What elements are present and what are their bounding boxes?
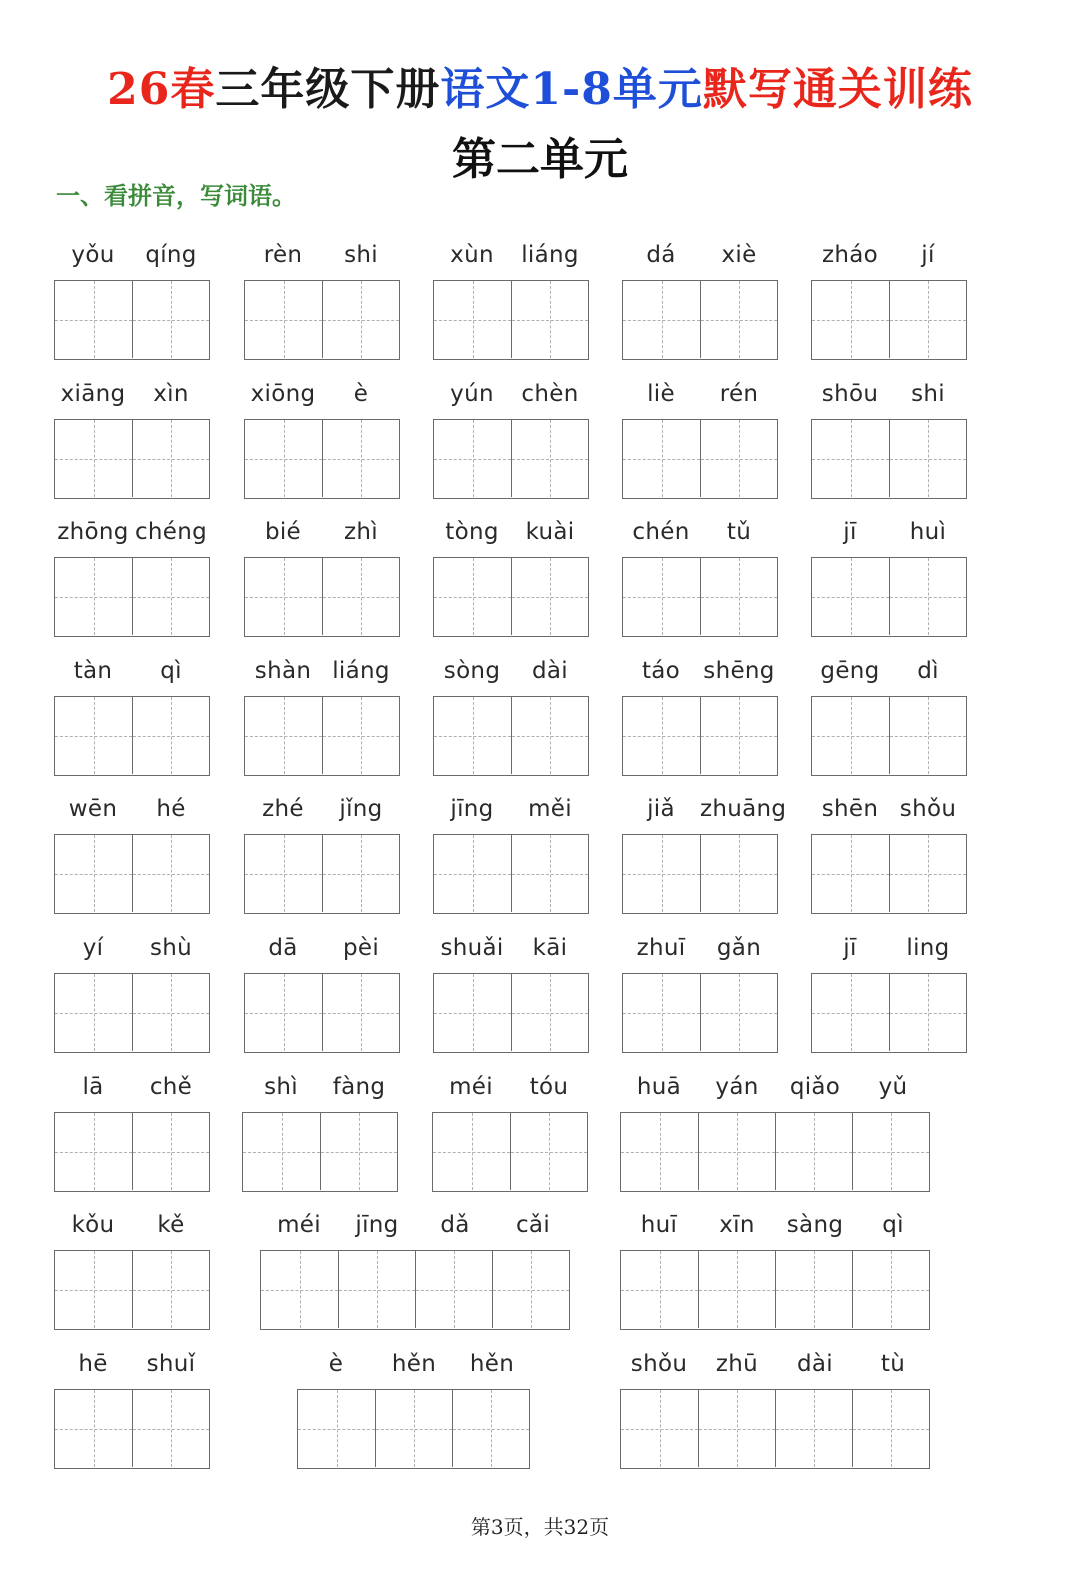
pinyin-syllable: kě — [157, 1212, 185, 1238]
title-segment: 三年级下册 — [215, 64, 441, 115]
writing-cell[interactable] — [623, 420, 700, 497]
pinyin-syllable: shēng — [703, 658, 775, 684]
writing-cell[interactable] — [132, 835, 209, 912]
pinyin-row — [433, 238, 589, 272]
pinyin-syllable: xiè — [721, 242, 757, 268]
writing-boxes — [244, 834, 400, 914]
pinyin-syllable: zhé — [262, 796, 304, 822]
pinyin-row — [811, 931, 967, 965]
pinyin-syllable: fàng — [332, 1074, 386, 1100]
writing-boxes — [622, 834, 778, 914]
writing-cell[interactable] — [889, 281, 966, 358]
pinyin-syllable: shēn — [821, 796, 879, 822]
writing-boxes — [244, 280, 400, 360]
pinyin-syllable: tù — [880, 1351, 906, 1377]
pinyin-row — [433, 654, 589, 688]
pinyin-row — [433, 792, 589, 826]
pinyin-row — [433, 377, 589, 411]
pinyin-syllable: zhì — [344, 519, 378, 545]
pinyin-syllable: méi — [449, 1074, 493, 1100]
pinyin-syllable: dì — [917, 658, 939, 684]
pinyin-row — [297, 1347, 531, 1381]
pinyin-syllable: qì — [160, 658, 182, 684]
pinyin-row — [811, 377, 967, 411]
pinyin-syllable: méi — [277, 1212, 321, 1238]
writing-boxes — [620, 1112, 930, 1192]
pinyin-syllable: jiǎ — [647, 796, 675, 822]
writing-boxes — [811, 419, 967, 499]
writing-cell[interactable] — [623, 974, 700, 1051]
pinyin-syllable: shì — [264, 1074, 298, 1100]
writing-cell[interactable] — [322, 697, 399, 774]
pinyin-syllable: qiǎo — [789, 1074, 841, 1100]
writing-cell[interactable] — [812, 420, 889, 497]
pinyin-syllable: ling — [906, 935, 950, 961]
writing-cell[interactable] — [889, 420, 966, 497]
writing-cell[interactable] — [511, 974, 588, 1051]
writing-cell[interactable] — [812, 835, 889, 912]
writing-boxes — [54, 696, 210, 776]
writing-cell[interactable] — [245, 281, 322, 358]
writing-cell[interactable] — [700, 974, 777, 1051]
pinyin-syllable: liè — [647, 381, 675, 407]
writing-cell[interactable] — [510, 1113, 587, 1190]
writing-boxes — [244, 419, 400, 499]
writing-cell[interactable] — [322, 558, 399, 635]
pinyin-syllable: xīn — [719, 1212, 755, 1238]
writing-cell[interactable] — [775, 1390, 852, 1467]
writing-boxes — [620, 1389, 930, 1469]
pinyin-syllable: hěn — [469, 1351, 515, 1377]
pinyin-syllable: xiōng — [250, 381, 316, 407]
pinyin-syllable: sòng — [443, 658, 501, 684]
writing-cell[interactable] — [132, 281, 209, 358]
writing-boxes — [433, 834, 589, 914]
pinyin-row — [622, 931, 778, 965]
writing-boxes — [244, 696, 400, 776]
pinyin-syllable: shǒu — [899, 796, 957, 822]
writing-cell[interactable] — [452, 1390, 529, 1467]
writing-cell[interactable] — [812, 697, 889, 774]
pinyin-syllable: liáng — [332, 658, 390, 684]
title-segment: 26春 — [107, 64, 216, 115]
pinyin-syllable: huā — [636, 1074, 682, 1100]
pinyin-row — [54, 654, 210, 688]
writing-boxes — [242, 1112, 398, 1192]
writing-boxes — [54, 973, 210, 1053]
pinyin-row — [244, 238, 400, 272]
writing-cell[interactable] — [132, 697, 209, 774]
writing-cell[interactable] — [322, 835, 399, 912]
pinyin-row — [244, 792, 400, 826]
writing-cell[interactable] — [245, 697, 322, 774]
pinyin-syllable: rèn — [263, 242, 303, 268]
writing-cell[interactable] — [621, 1251, 698, 1328]
pinyin-syllable: è — [328, 1351, 344, 1377]
pinyin-syllable: gǎn — [716, 935, 762, 961]
writing-cell[interactable] — [700, 558, 777, 635]
writing-cell[interactable] — [55, 697, 132, 774]
writing-cell[interactable] — [322, 974, 399, 1051]
pinyin-syllable: jīng — [450, 796, 494, 822]
pinyin-syllable: hē — [78, 1351, 108, 1377]
pinyin-syllable: hěn — [391, 1351, 437, 1377]
pinyin-syllable: kǒu — [71, 1212, 115, 1238]
writing-cell[interactable] — [698, 1390, 775, 1467]
pinyin-row — [622, 377, 778, 411]
writing-cell[interactable] — [245, 558, 322, 635]
pinyin-syllable: lā — [82, 1074, 104, 1100]
writing-cell[interactable] — [511, 697, 588, 774]
writing-cell[interactable] — [245, 974, 322, 1051]
writing-cell[interactable] — [434, 697, 511, 774]
writing-boxes — [260, 1250, 570, 1330]
pinyin-row — [54, 238, 210, 272]
page-footer: 第3页，共32页 — [470, 1515, 610, 1539]
writing-boxes — [244, 973, 400, 1053]
pinyin-syllable: chéng — [134, 519, 208, 545]
writing-cell[interactable] — [322, 420, 399, 497]
pinyin-syllable: pèi — [342, 935, 380, 961]
pinyin-row — [54, 1347, 210, 1381]
pinyin-syllable: jī — [843, 935, 857, 961]
writing-cell[interactable] — [243, 1113, 320, 1190]
pinyin-syllable: jǐng — [339, 796, 383, 822]
writing-cell[interactable] — [415, 1251, 492, 1328]
writing-cell[interactable] — [55, 1251, 132, 1328]
pinyin-syllable: yí — [82, 935, 104, 961]
writing-cell[interactable] — [55, 281, 132, 358]
writing-cell[interactable] — [132, 974, 209, 1051]
pinyin-syllable: tàn — [73, 658, 113, 684]
writing-boxes — [622, 557, 778, 637]
pinyin-syllable: dǎ — [440, 1212, 470, 1238]
writing-boxes — [432, 1112, 588, 1192]
writing-cell[interactable] — [434, 281, 511, 358]
pinyin-syllable: sàng — [786, 1212, 844, 1238]
writing-cell[interactable] — [623, 835, 700, 912]
pinyin-syllable: dài — [532, 658, 568, 684]
section-heading: 一、看拼音，写词语。 — [56, 182, 296, 210]
writing-cell[interactable] — [338, 1251, 415, 1328]
unit-title: 第二单元 — [452, 134, 628, 185]
writing-cell[interactable] — [55, 1390, 132, 1467]
writing-boxes — [620, 1250, 930, 1330]
writing-boxes — [54, 280, 210, 360]
pinyin-syllable: měi — [528, 796, 572, 822]
pinyin-syllable: wēn — [68, 796, 118, 822]
writing-boxes — [54, 1250, 210, 1330]
writing-cell[interactable] — [623, 281, 700, 358]
writing-cell[interactable] — [812, 281, 889, 358]
pinyin-row — [432, 1070, 588, 1104]
writing-cell[interactable] — [55, 1113, 132, 1190]
title-segment: 默写通关训练 — [702, 64, 973, 115]
writing-boxes — [433, 280, 589, 360]
writing-cell[interactable] — [889, 697, 966, 774]
pinyin-syllable: qíng — [145, 242, 197, 268]
pinyin-row — [811, 792, 967, 826]
pinyin-row — [620, 1347, 932, 1381]
writing-cell[interactable] — [55, 558, 132, 635]
writing-boxes — [54, 419, 210, 499]
pinyin-syllable: jī — [843, 519, 857, 545]
pinyin-syllable: shù — [149, 935, 193, 961]
pinyin-row — [811, 654, 967, 688]
writing-cell[interactable] — [245, 420, 322, 497]
pinyin-syllable: shi — [911, 381, 945, 407]
pinyin-syllable: jīng — [355, 1212, 399, 1238]
pinyin-syllable: xùn — [450, 242, 494, 268]
writing-boxes — [244, 557, 400, 637]
writing-cell[interactable] — [132, 1113, 209, 1190]
writing-boxes — [54, 557, 210, 637]
writing-cell[interactable] — [434, 558, 511, 635]
writing-boxes — [811, 280, 967, 360]
pinyin-syllable: chén — [632, 519, 690, 545]
writing-cell[interactable] — [889, 974, 966, 1051]
writing-cell[interactable] — [132, 420, 209, 497]
pinyin-syllable: dài — [797, 1351, 833, 1377]
writing-cell[interactable] — [320, 1113, 397, 1190]
pinyin-syllable: hé — [156, 796, 186, 822]
writing-boxes — [811, 696, 967, 776]
pinyin-syllable: rén — [719, 381, 759, 407]
pinyin-syllable: shi — [344, 242, 378, 268]
pinyin-syllable: shǒu — [630, 1351, 688, 1377]
pinyin-syllable: qì — [882, 1212, 904, 1238]
pinyin-syllable: zhū — [715, 1351, 759, 1377]
writing-cell[interactable] — [511, 558, 588, 635]
pinyin-syllable: tǔ — [726, 519, 752, 545]
pinyin-syllable: jí — [921, 242, 935, 268]
writing-cell[interactable] — [775, 1251, 852, 1328]
pinyin-syllable: shuǎi — [440, 935, 504, 961]
writing-boxes — [297, 1389, 530, 1469]
writing-cell[interactable] — [852, 1390, 929, 1467]
pinyin-row — [433, 515, 589, 549]
writing-cell[interactable] — [852, 1251, 929, 1328]
pinyin-syllable: è — [353, 381, 369, 407]
writing-boxes — [811, 973, 967, 1053]
pinyin-row — [54, 792, 210, 826]
pinyin-syllable: tóu — [529, 1074, 569, 1100]
pinyin-syllable: bié — [264, 519, 302, 545]
writing-boxes — [433, 973, 589, 1053]
writing-cell[interactable] — [245, 835, 322, 912]
writing-cell[interactable] — [511, 420, 588, 497]
writing-boxes — [433, 557, 589, 637]
writing-boxes — [811, 834, 967, 914]
writing-cell[interactable] — [492, 1251, 569, 1328]
writing-boxes — [54, 1112, 210, 1192]
writing-cell[interactable] — [700, 420, 777, 497]
writing-cell[interactable] — [621, 1390, 698, 1467]
pinyin-syllable: chě — [149, 1074, 193, 1100]
writing-cell[interactable] — [55, 835, 132, 912]
writing-cell[interactable] — [434, 420, 511, 497]
writing-cell[interactable] — [433, 1113, 510, 1190]
pinyin-row — [244, 515, 400, 549]
writing-cell[interactable] — [775, 1113, 852, 1190]
pinyin-syllable: xìn — [153, 381, 189, 407]
writing-boxes — [433, 419, 589, 499]
pinyin-syllable: yǒu — [71, 242, 115, 268]
writing-cell[interactable] — [852, 1113, 929, 1190]
writing-cell[interactable] — [511, 835, 588, 912]
pinyin-syllable: kuài — [525, 519, 575, 545]
pinyin-syllable: zhuāng — [700, 796, 787, 822]
pinyin-syllable: dá — [646, 242, 676, 268]
pinyin-syllable: gēng — [820, 658, 880, 684]
writing-cell[interactable] — [889, 835, 966, 912]
pinyin-syllable: zhōng — [57, 519, 129, 545]
writing-cell[interactable] — [700, 835, 777, 912]
writing-boxes — [54, 1389, 210, 1469]
pinyin-row — [622, 792, 787, 826]
pinyin-row — [54, 1070, 210, 1104]
pinyin-syllable: huì — [909, 519, 947, 545]
pinyin-syllable: yún — [450, 381, 494, 407]
writing-cell[interactable] — [132, 558, 209, 635]
writing-cell[interactable] — [700, 697, 777, 774]
pinyin-row — [620, 1208, 932, 1242]
pinyin-syllable: yán — [715, 1074, 759, 1100]
pinyin-row — [244, 377, 400, 411]
writing-cell[interactable] — [623, 697, 700, 774]
pinyin-syllable: tòng — [445, 519, 499, 545]
writing-boxes — [622, 280, 778, 360]
pinyin-syllable: zhuī — [636, 935, 686, 961]
pinyin-row — [620, 1070, 932, 1104]
pinyin-syllable: dā — [268, 935, 298, 961]
pinyin-syllable: liáng — [521, 242, 579, 268]
pinyin-row — [54, 931, 210, 965]
pinyin-row — [242, 1070, 398, 1104]
writing-cell[interactable] — [511, 281, 588, 358]
pinyin-row — [244, 931, 400, 965]
writing-cell[interactable] — [375, 1390, 452, 1467]
pinyin-row — [811, 238, 967, 272]
writing-cell[interactable] — [434, 835, 511, 912]
pinyin-row — [433, 931, 589, 965]
writing-cell[interactable] — [434, 974, 511, 1051]
pinyin-row — [244, 654, 400, 688]
writing-cell[interactable] — [55, 420, 132, 497]
writing-cell[interactable] — [621, 1113, 698, 1190]
writing-boxes — [622, 419, 778, 499]
pinyin-syllable: táo — [641, 658, 681, 684]
writing-cell[interactable] — [812, 558, 889, 635]
pinyin-row — [54, 377, 210, 411]
pinyin-syllable: shàn — [254, 658, 312, 684]
pinyin-syllable: cǎi — [515, 1212, 551, 1238]
writing-cell[interactable] — [889, 558, 966, 635]
pinyin-row — [811, 515, 967, 549]
title-segment: 语文1-8单元 — [440, 64, 703, 115]
writing-boxes — [622, 973, 778, 1053]
writing-cell[interactable] — [55, 974, 132, 1051]
writing-boxes — [433, 696, 589, 776]
pinyin-syllable: xiāng — [60, 381, 126, 407]
pinyin-row — [622, 238, 778, 272]
writing-cell[interactable] — [132, 1390, 209, 1467]
writing-cell[interactable] — [132, 1251, 209, 1328]
writing-boxes — [622, 696, 778, 776]
writing-cell[interactable] — [261, 1251, 338, 1328]
pinyin-syllable: huī — [640, 1212, 678, 1238]
writing-cell[interactable] — [700, 281, 777, 358]
pinyin-row — [622, 654, 778, 688]
writing-cell[interactable] — [698, 1251, 775, 1328]
pinyin-syllable: kāi — [532, 935, 568, 961]
writing-cell[interactable] — [322, 281, 399, 358]
pinyin-syllable: shuǐ — [146, 1351, 196, 1377]
pinyin-row — [54, 1208, 210, 1242]
pinyin-row — [622, 515, 778, 549]
pinyin-syllable: shōu — [821, 381, 879, 407]
writing-cell[interactable] — [698, 1113, 775, 1190]
pinyin-row — [54, 515, 210, 549]
pinyin-syllable: chèn — [521, 381, 579, 407]
pinyin-row — [260, 1208, 572, 1242]
writing-cell[interactable] — [298, 1390, 375, 1467]
writing-cell[interactable] — [623, 558, 700, 635]
pinyin-syllable: yǔ — [878, 1074, 908, 1100]
pinyin-syllable: zháo — [821, 242, 879, 268]
writing-cell[interactable] — [812, 974, 889, 1051]
writing-boxes — [811, 557, 967, 637]
writing-boxes — [54, 834, 210, 914]
